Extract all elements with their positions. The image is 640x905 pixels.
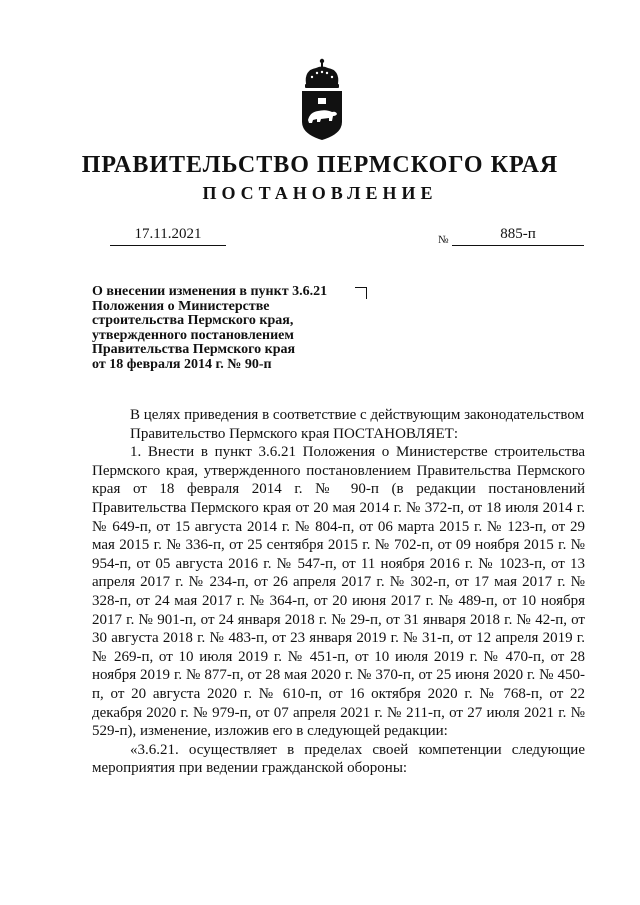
document-subject — [92, 285, 362, 372]
date-underline — [110, 245, 226, 246]
document-date: 17.11.2021 — [134, 226, 202, 242]
subject-line: О внесении изменения в пункт 3.6.21 — [92, 284, 328, 299]
number-field — [438, 226, 584, 246]
number-sign: № — [438, 234, 449, 246]
subject-line: от 18 февраля 2014 г. № 90-п — [92, 356, 272, 372]
coat-of-arms-icon — [296, 58, 348, 142]
subject-line: строительства Пермского края, — [92, 313, 294, 328]
body-paragraph-item-1: 1. Внести в пункт 3.6.21 Положения о Министерстве строительства Пермского края, утвержденного постановлением Правительства Пермского края от 18 февраля 2014 г. № 90-п (в редакции постановлений Правительства Пермского края от 20 мая 2014 г. № 372-п, от 18 июля 2014 г. № 649-п, от 15 августа 2014 г. № 804-п, от 06 марта 2015 г. № 123-п, от 29 мая 2015 г. № 336-п, от 25 сентября 2015 г. № 702-п, от 09 ноября 2015 г. № 954-п, от 05 августа 2016 г. № 547-п, от 11 ноября 2016 г. № 1023-п, от 13 апреля 2017 г. № 234-п, от 26 апреля 2017 г. № 302-п, от 17 мая 2017 г. № 328-п, от 24 мая 2017 г. № 364-п, от 20 июня 2017 г. № 489-п, от 10 ноября 2017 г. № 901-п, от 24 января 2018 г. № 29-п, от 31 января 2018 г. № 42-п, от 30 августа 2018 г. № 483-п, от 23 января 2019 г. № 31-п, от 12 апреля 2019 г. № 269-п, от 10 июля 2019 г. № 451-п, от 10 июля 2019 г. № 470-п, от 28 ноября 2019 г. № 877-п, от 28 мая 2020 г. № 370-п, от 25 июня 2020 г. № 450-п, от 20 августа 2020 г. № 610-п, от 16 октября 2020 г. № 768-п, от 22 декабря 2020 г. № 979-п, от 07 апреля 2021 г. № 211-п, от 27 июля 2021 г. № 529-п), изменение, изложив его в следующей редакции: — [92, 444, 585, 740]
corner-bracket — [355, 287, 367, 299]
date-field — [110, 226, 226, 246]
document-number: 885-п — [452, 226, 584, 246]
subject-line: Положения о Министерстве — [92, 298, 270, 314]
body-paragraph-preamble: В целях приведения в соответствие с действующим законодательством — [130, 407, 585, 423]
government-title: ПРАВИТЕЛЬСТВО ПЕРМСКОГО КРАЯ — [81, 152, 559, 178]
subject-line: Правительства Пермского края — [92, 342, 296, 357]
document-body — [92, 406, 585, 778]
subject-line: утвержденного постановлением — [92, 327, 294, 343]
body-paragraph-quote: «3.6.21. осуществляет в пределах своей компетенции следующие мероприятия при ведении гражданской обороны: — [92, 741, 585, 777]
body-paragraph-resolves: Правительство Пермского края ПОСТАНОВЛЯЕТ: — [130, 425, 459, 442]
document-type: ПОСТАНОВЛЕНИЕ — [202, 183, 438, 203]
